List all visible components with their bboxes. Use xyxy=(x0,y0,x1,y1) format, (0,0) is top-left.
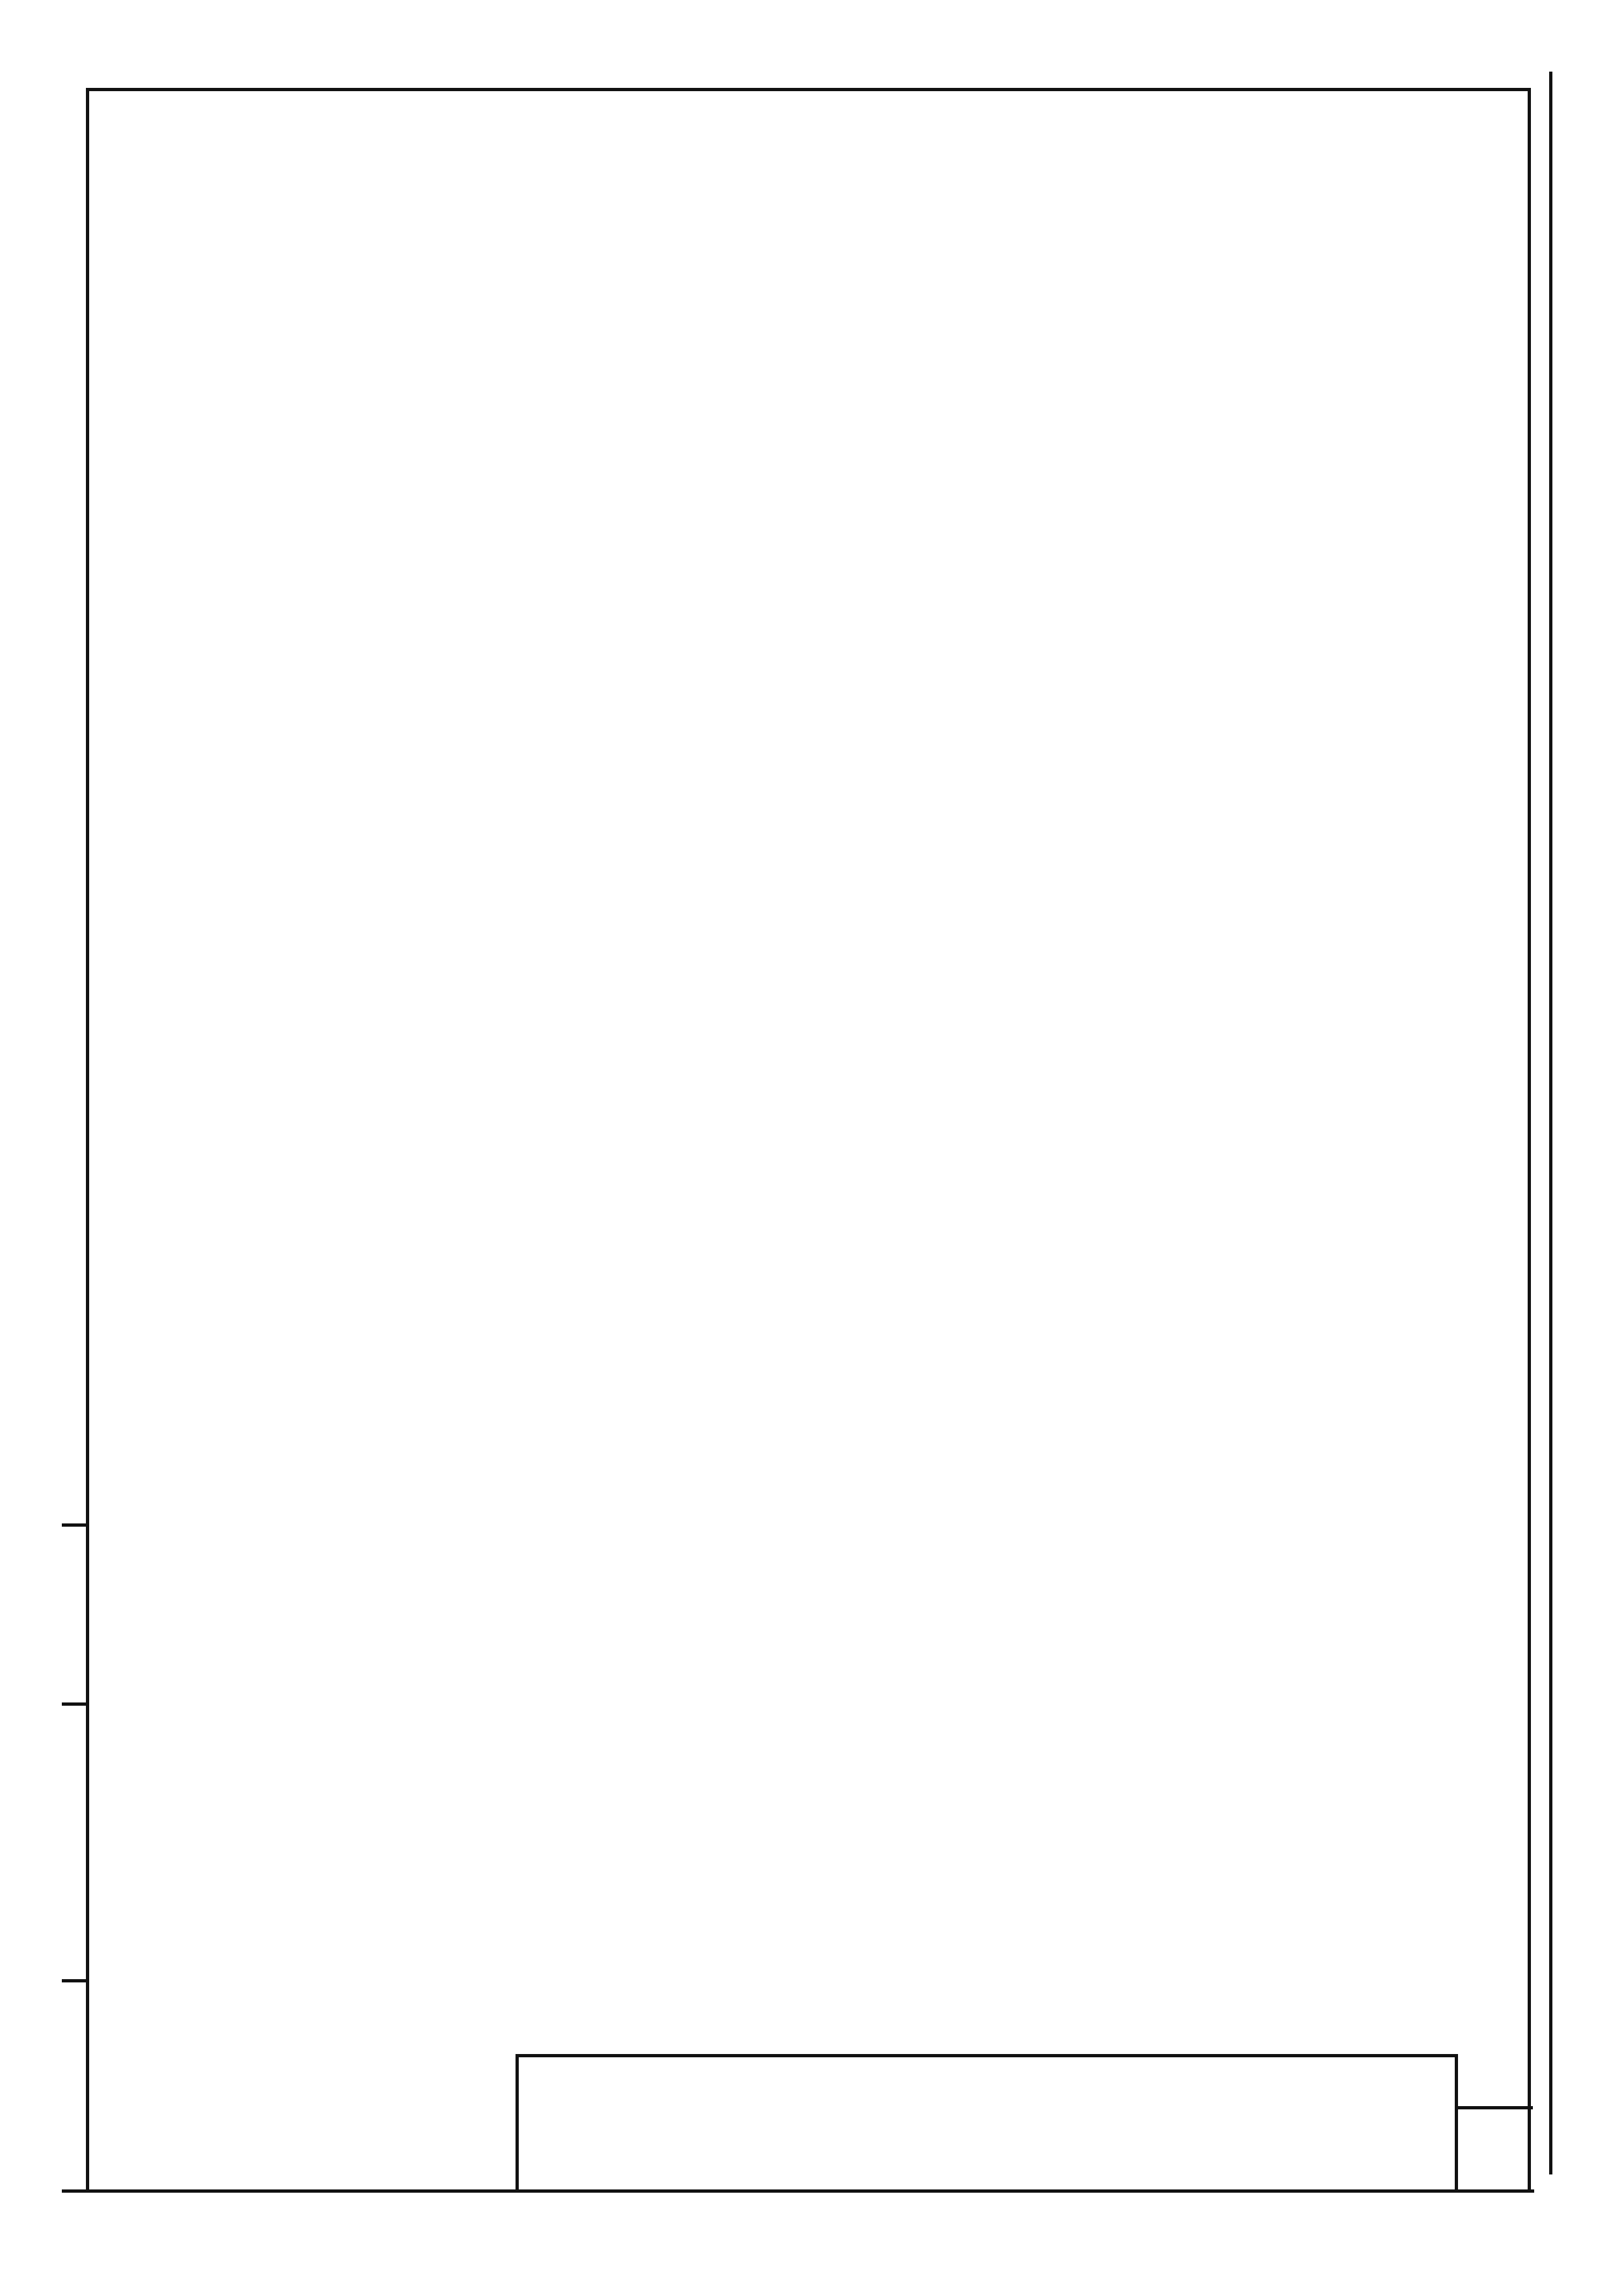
sheet-box-divider xyxy=(1458,2106,1533,2109)
title-block xyxy=(516,2054,1458,2189)
